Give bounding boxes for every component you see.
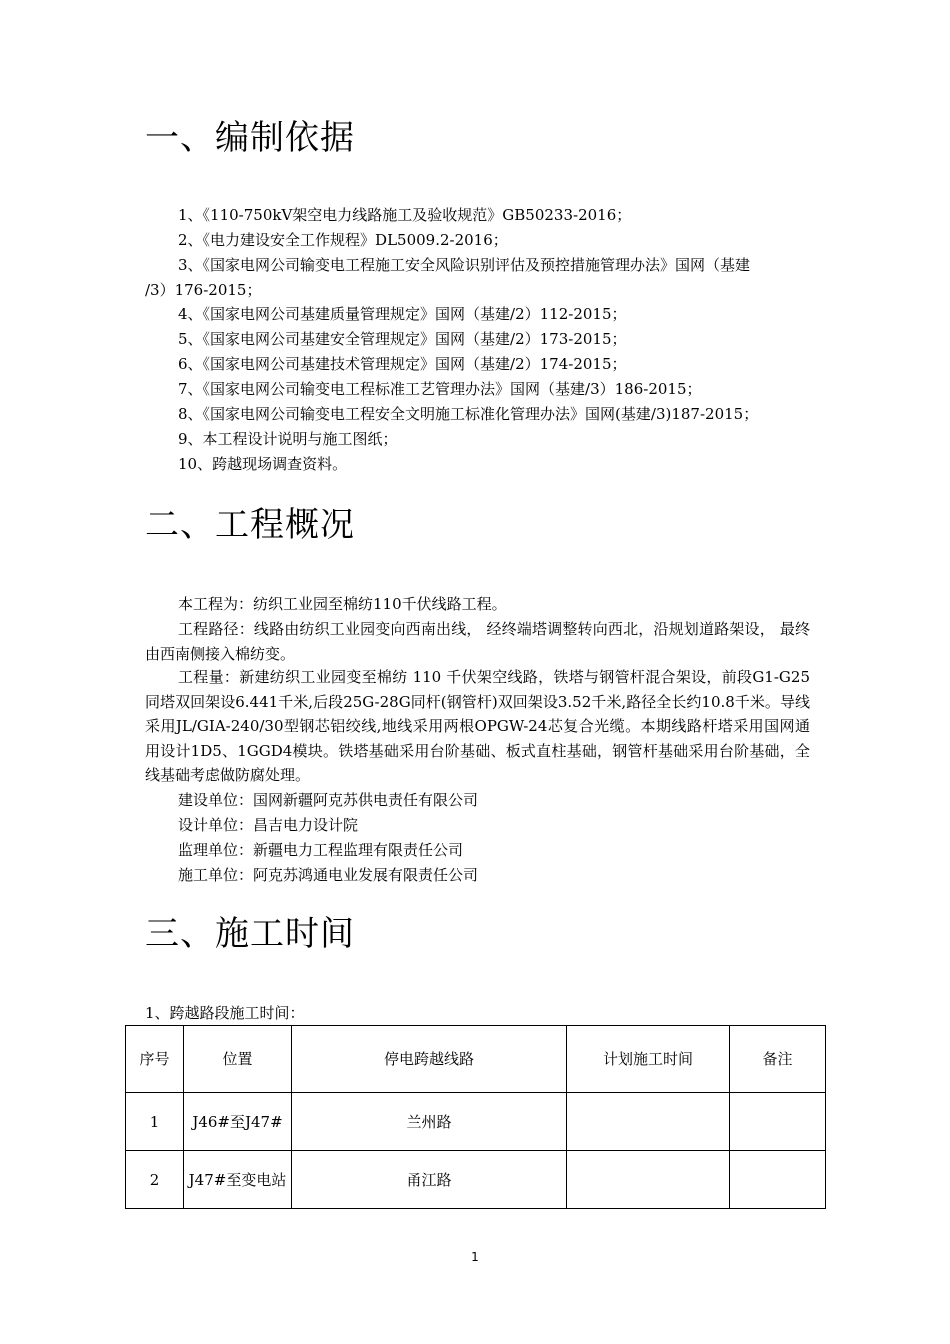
cell-location: J46#至J47# [184, 1093, 292, 1151]
schedule-table [125, 1025, 826, 1209]
overview-quantity: 工程量：新建纺织工业园变至棉纺 110 千伏架空线路，铁塔与钢管杆混合架设，前段G1-G25同塔双回架设6.441千米,后段25G-28G同杆(钢管杆)双回架设3.52千米,路径全长约10.8千米。导线采用JL/GIA-240/30型钢芯铝绞线,地线采用两根OPGW-24芯复合光缆。本期线路杆塔采用国网通用设计1D5、1GGD4模块。铁塔基础采用台阶基础、板式直柱基础，钢管杆基础采用台阶基础，全线基础考虑做防腐处理。 [145, 668, 810, 784]
table-row [126, 1151, 826, 1209]
basis-item-8: 8、《国家电网公司输变电工程安全文明施工标准化管理办法》国网(基建/3)187-2015； [178, 405, 759, 423]
overview-route: 工程路径：线路由纺织工业园变向西南出线， 经终端塔调整转向西北，沿规划道路架设， 最终由西南侧接入棉纺变。 [145, 620, 810, 663]
header-index: 序号 [126, 1026, 184, 1093]
cell-time [567, 1093, 730, 1151]
page-number: 1 [471, 1250, 479, 1264]
overview-constructor: 施工单位：阿克苏鸿通电业发展有限责任公司 [178, 866, 479, 884]
basis-item-4: 4、《国家电网公司基建质量管理规定》国网（基建/2）112-2015； [178, 305, 627, 323]
section-title-basis: 一、编制依据 [145, 118, 355, 158]
header-time: 计划施工时间 [567, 1026, 730, 1093]
cell-location: J47#至变电站 [184, 1151, 292, 1209]
section-title-overview: 二、工程概况 [145, 505, 355, 545]
basis-item-5: 5、《国家电网公司基建安全管理规定》国网（基建/2）173-2015； [178, 330, 627, 348]
basis-item-2: 2、《电力建设安全工作规程》DL5009.2-2016； [178, 231, 508, 249]
table-header-row [126, 1026, 826, 1093]
basis-item-9: 9、本工程设计说明与施工图纸； [178, 430, 398, 448]
basis-item-3-cont: /3）176-2015； [145, 281, 262, 299]
header-remarks: 备注 [730, 1026, 826, 1093]
basis-item-3: 3、《国家电网公司输变电工程施工安全风险识别评估及预控措施管理办法》国网（基建 [178, 256, 751, 274]
basis-item-1: 1、《110-750kV架空电力线路施工及验收规范》GB50233-2016； [178, 206, 632, 224]
table-row [126, 1093, 826, 1151]
cell-time [567, 1151, 730, 1209]
cell-remarks [730, 1151, 826, 1209]
cell-index: 2 [126, 1151, 184, 1209]
overview-builder: 建设单位：国网新疆阿克苏供电责任有限公司 [178, 791, 479, 809]
section-title-schedule: 三、施工时间 [145, 914, 355, 954]
header-location: 位置 [184, 1026, 292, 1093]
cell-remarks [730, 1093, 826, 1151]
overview-designer: 设计单位：昌吉电力设计院 [178, 816, 359, 834]
schedule-caption: 1、跨越路段施工时间： [145, 1004, 305, 1022]
overview-project: 本工程为：纺织工业园至棉纺110千伏线路工程。 [178, 595, 507, 613]
cell-line: 甬江路 [292, 1151, 567, 1209]
basis-item-7: 7、《国家电网公司输变电工程标准工艺管理办法》国网（基建/3）186-2015； [178, 380, 702, 398]
cell-line: 兰州路 [292, 1093, 567, 1151]
overview-supervisor: 监理单位：新疆电力工程监理有限责任公司 [178, 841, 464, 859]
basis-item-6: 6、《国家电网公司基建技术管理规定》国网（基建/2）174-2015； [178, 355, 627, 373]
header-line: 停电跨越线路 [292, 1026, 567, 1093]
cell-index: 1 [126, 1093, 184, 1151]
basis-item-10: 10、跨越现场调查资料。 [178, 455, 348, 473]
